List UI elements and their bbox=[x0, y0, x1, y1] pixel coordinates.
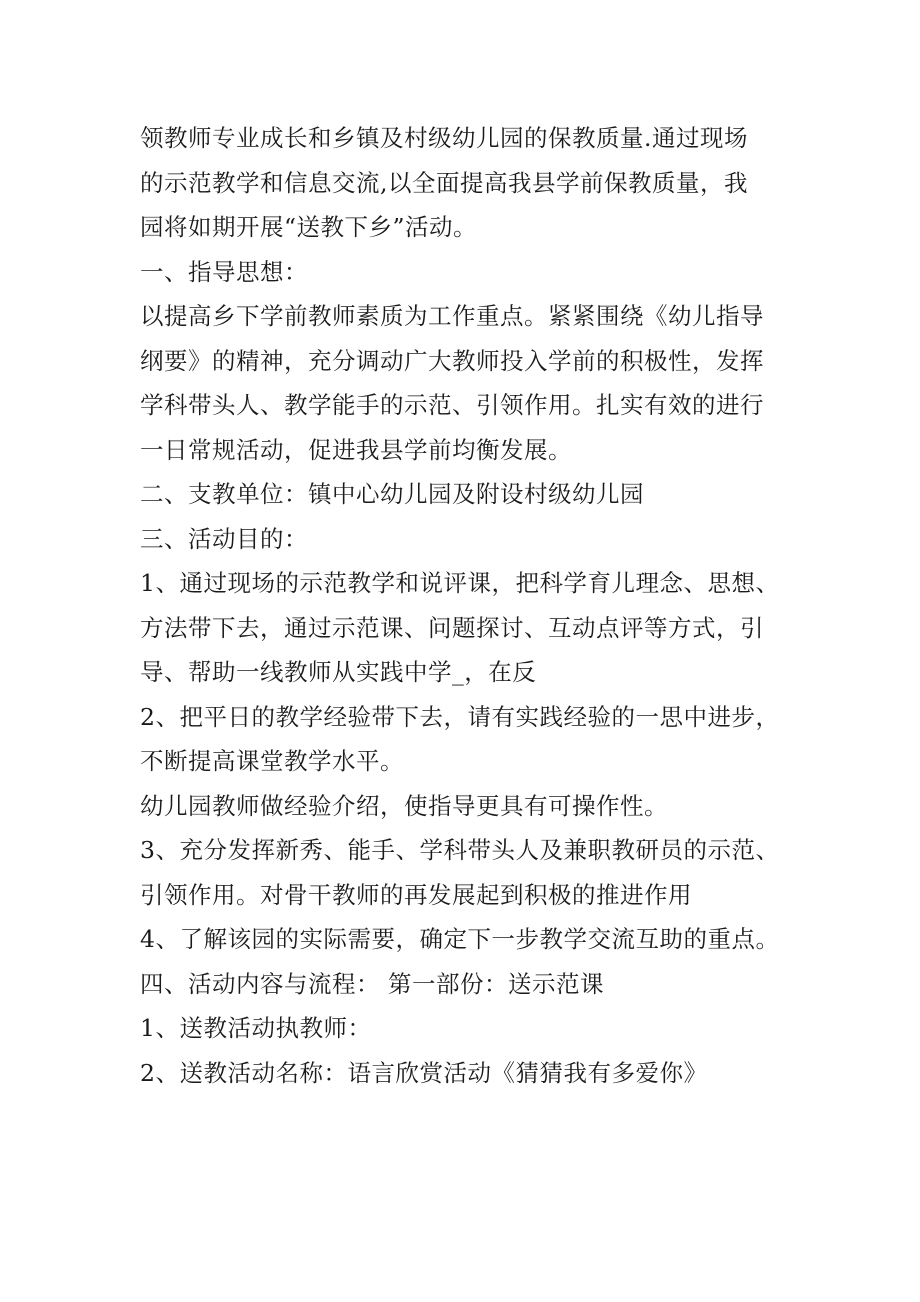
section-heading: 二、支教单位：镇中心幼儿园及附设村级幼儿园 bbox=[140, 480, 644, 508]
text-line: 1、送教活动执教师： bbox=[140, 1014, 372, 1042]
section-heading: 四、活动内容与流程： 第一部份：送示范课 bbox=[140, 969, 604, 998]
text-line: 学科带头人、教学能手的示范、引领作用。扎实有效的进行 bbox=[140, 391, 764, 419]
text-line: 幼儿园教师做经验介绍，使指导更具有可操作性。 bbox=[140, 791, 668, 820]
text-line: 一日常规活动，促进我县学前均衡发展。 bbox=[140, 435, 572, 464]
text-line: 1、通过现场的示范教学和说评课，把科学育儿理念、思想、 bbox=[140, 569, 780, 597]
text-line: 领教师专业成长和乡镇及村级幼儿园的保教质量.通过现场 bbox=[140, 124, 748, 152]
text-line: 引领作用。对骨干教师的再发展起到积极的推进作用 bbox=[140, 880, 692, 909]
section-heading: 一、指导思想： bbox=[140, 257, 308, 286]
text-line: 以提高乡下学前教师素质为工作重点。紧紧围绕《幼儿指导 bbox=[140, 302, 764, 330]
text-line: 的示范教学和信息交流,以全面提高我县学前保教质量，我 bbox=[140, 168, 748, 197]
text-line: 2、送教活动名称：语言欣赏活动《猜猜我有多爱你》 bbox=[140, 1058, 708, 1087]
text-line: 园将如期开展“送教下乡”活动。 bbox=[140, 213, 478, 241]
text-line: 4、了解该园的实际需要，确定下一步教学交流互助的重点。 bbox=[140, 925, 780, 953]
text-line: 方法带下去，通过示范课、问题探讨、互动点评等方式，引 bbox=[140, 613, 764, 642]
text-line: 导、帮助一线教师从实践中学_，在反 bbox=[140, 658, 537, 686]
text-line: 3、充分发挥新秀、能手、学科带头人及兼职教研员的示范、 bbox=[140, 836, 780, 864]
text-line: 2、把平日的教学经验带下去，请有实践经验的一思中进步， bbox=[140, 702, 780, 731]
text-line: 不断提高课堂教学水平。 bbox=[140, 747, 404, 775]
section-heading: 三、活动目的： bbox=[140, 524, 308, 553]
text-line: 纲要》的精神，充分调动广大教师投入学前的积极性，发挥 bbox=[140, 346, 764, 375]
document-body bbox=[140, 116, 810, 1095]
